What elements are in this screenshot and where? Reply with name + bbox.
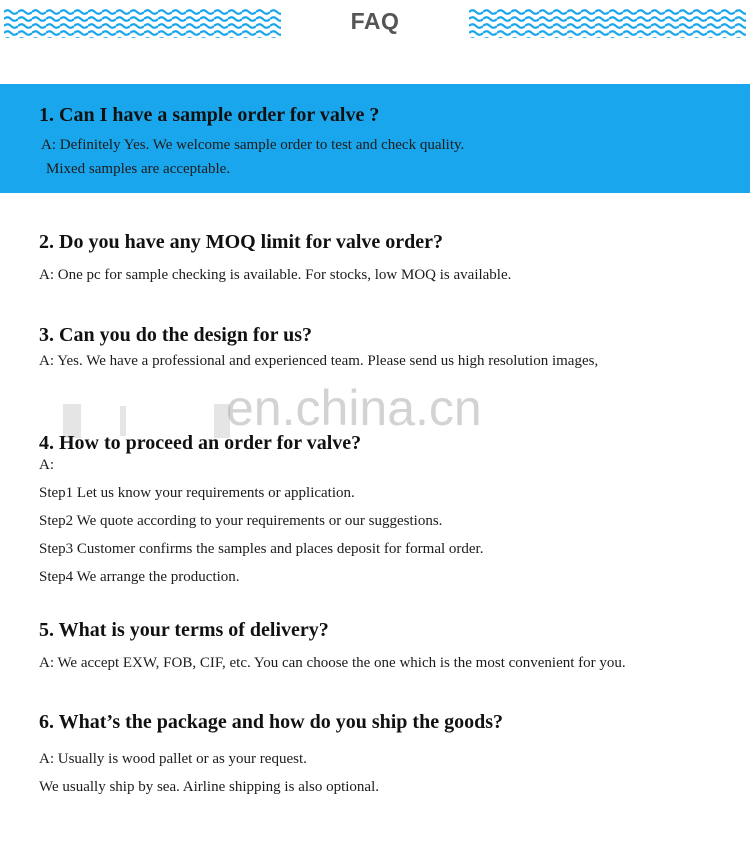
- faq-header: [0, 0, 750, 48]
- faq-question-2: 2. Do you have any MOQ limit for valve order?: [39, 231, 444, 253]
- faq-answer-5-line-1: A: We accept EXW, FOB, CIF, etc. You can choose the one which is the most convenient for you.: [39, 655, 626, 671]
- faq-question-3: 3. Can you do the design for us?: [39, 324, 313, 346]
- faq-answer-1-line-2: Mixed samples are acceptable.: [46, 161, 231, 177]
- faq-answer-1-line-1: A: Definitely Yes. We welcome sample order to test and check quality.: [41, 137, 465, 153]
- faq-answer-4-line-5: Step4 We arrange the production.: [39, 569, 240, 585]
- faq-answer-4-line-2: Step1 Let us know your requirements or application.: [39, 485, 355, 501]
- faq-answer-4-line-1: A:: [39, 457, 54, 473]
- faq-answer-3-line-1: A: Yes. We have a professional and experienced team. Please send us high resolution images,: [39, 353, 599, 369]
- faq-question-4: 4. How to proceed an order for valve?: [39, 432, 362, 454]
- faq-answer-4-line-4: Step3 Customer confirms the samples and places deposit for formal order.: [39, 541, 484, 557]
- faq-title: FAQ: [350, 8, 400, 34]
- faq-answer-4-line-3: Step2 We quote according to your requirements or our suggestions.: [39, 513, 443, 529]
- faq-question-1: 1. Can I have a sample order for valve ?: [39, 104, 380, 126]
- faq-question-6: 6. What’s the package and how do you ship the goods?: [39, 711, 503, 733]
- watermark: en.china.cn: [226, 380, 482, 436]
- faq-answer-6-line-2: We usually ship by sea. Airline shipping is also optional.: [39, 779, 380, 795]
- faq-answer-2-line-1: A: One pc for sample checking is available. For stocks, low MOQ is available.: [39, 267, 512, 283]
- faq-answer-6-line-1: A: Usually is wood pallet or as your request.: [39, 751, 307, 767]
- faq-question-5: 5. What is your terms of delivery?: [39, 619, 329, 641]
- wave-pattern-right: [469, 8, 746, 38]
